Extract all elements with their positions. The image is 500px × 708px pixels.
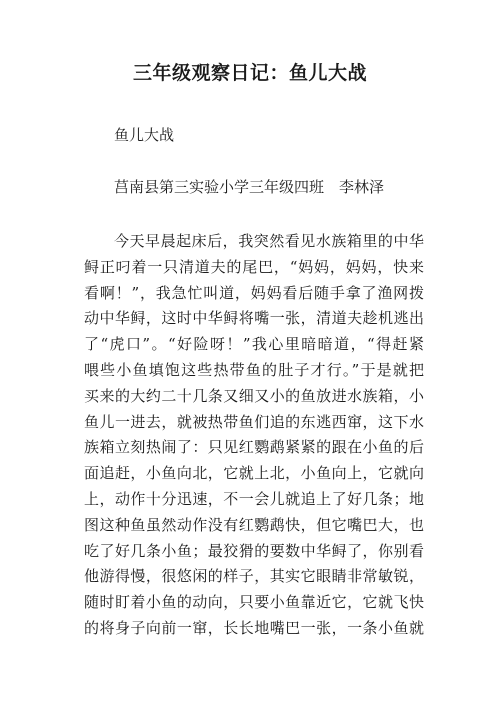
text-line: 随时盯着小鱼的动向，只要小鱼靠近它，它就飞快 — [84, 593, 424, 612]
text-line: 上，动作十分迅速，不一会儿就追上了好几条；地 — [84, 489, 424, 508]
text-line: 的将身子向前一窜，长长地嘴巴一张，一条小鱼就 — [84, 618, 424, 637]
text-line: 看啊！”，我急忙叫道，妈妈看后随手拿了渔网拨 — [84, 283, 424, 302]
text-line: 鲟正叼着一只清道夫的尾巴，“妈妈，妈妈，快来 — [84, 257, 424, 276]
text-line: 买来的大约二十几条又细又小的鱼放进水族箱，小 — [84, 386, 424, 405]
text-line: 他游得慢，很悠闲的样子，其实它眼睛非常敏锐， — [84, 567, 424, 586]
author-byline: 莒南县第三实验小学三年级四班 李林泽 — [114, 178, 385, 196]
page-title: 三年级观察日记：鱼儿大战 — [132, 62, 367, 84]
text-line: 吃了好几条小鱼；最狡猾的要数中华鲟了，你别看 — [84, 541, 424, 560]
text-line: 图这种鱼虽然动作没有红鹦鹉快，但它嘴巴大，也 — [84, 515, 424, 534]
text-line: 族箱立刻热闹了：只见红鹦鹉紧紧的跟在小鱼的后 — [84, 438, 424, 457]
text-line: 了“虎口”。“好险呀！”我心里暗暗道，“得赶紧 — [84, 335, 424, 354]
subtitle: 鱼儿大战 — [114, 126, 175, 144]
text-line: 鱼儿一进去，就被热带鱼们追的东逃西窜，这下水 — [84, 412, 424, 431]
text-line: 今天早晨起床后，我突然看见水族箱里的中华 — [114, 232, 424, 250]
text-line: 动中华鲟，这时中华鲟将嘴一张，清道夫趁机逃出 — [84, 309, 424, 328]
text-line: 面追赶，小鱼向北，它就上北，小鱼向上，它就向 — [84, 464, 424, 483]
body-text — [84, 229, 424, 642]
text-line: 喂些小鱼填饱这些热带鱼的肚子才行。”于是就把 — [84, 360, 424, 379]
